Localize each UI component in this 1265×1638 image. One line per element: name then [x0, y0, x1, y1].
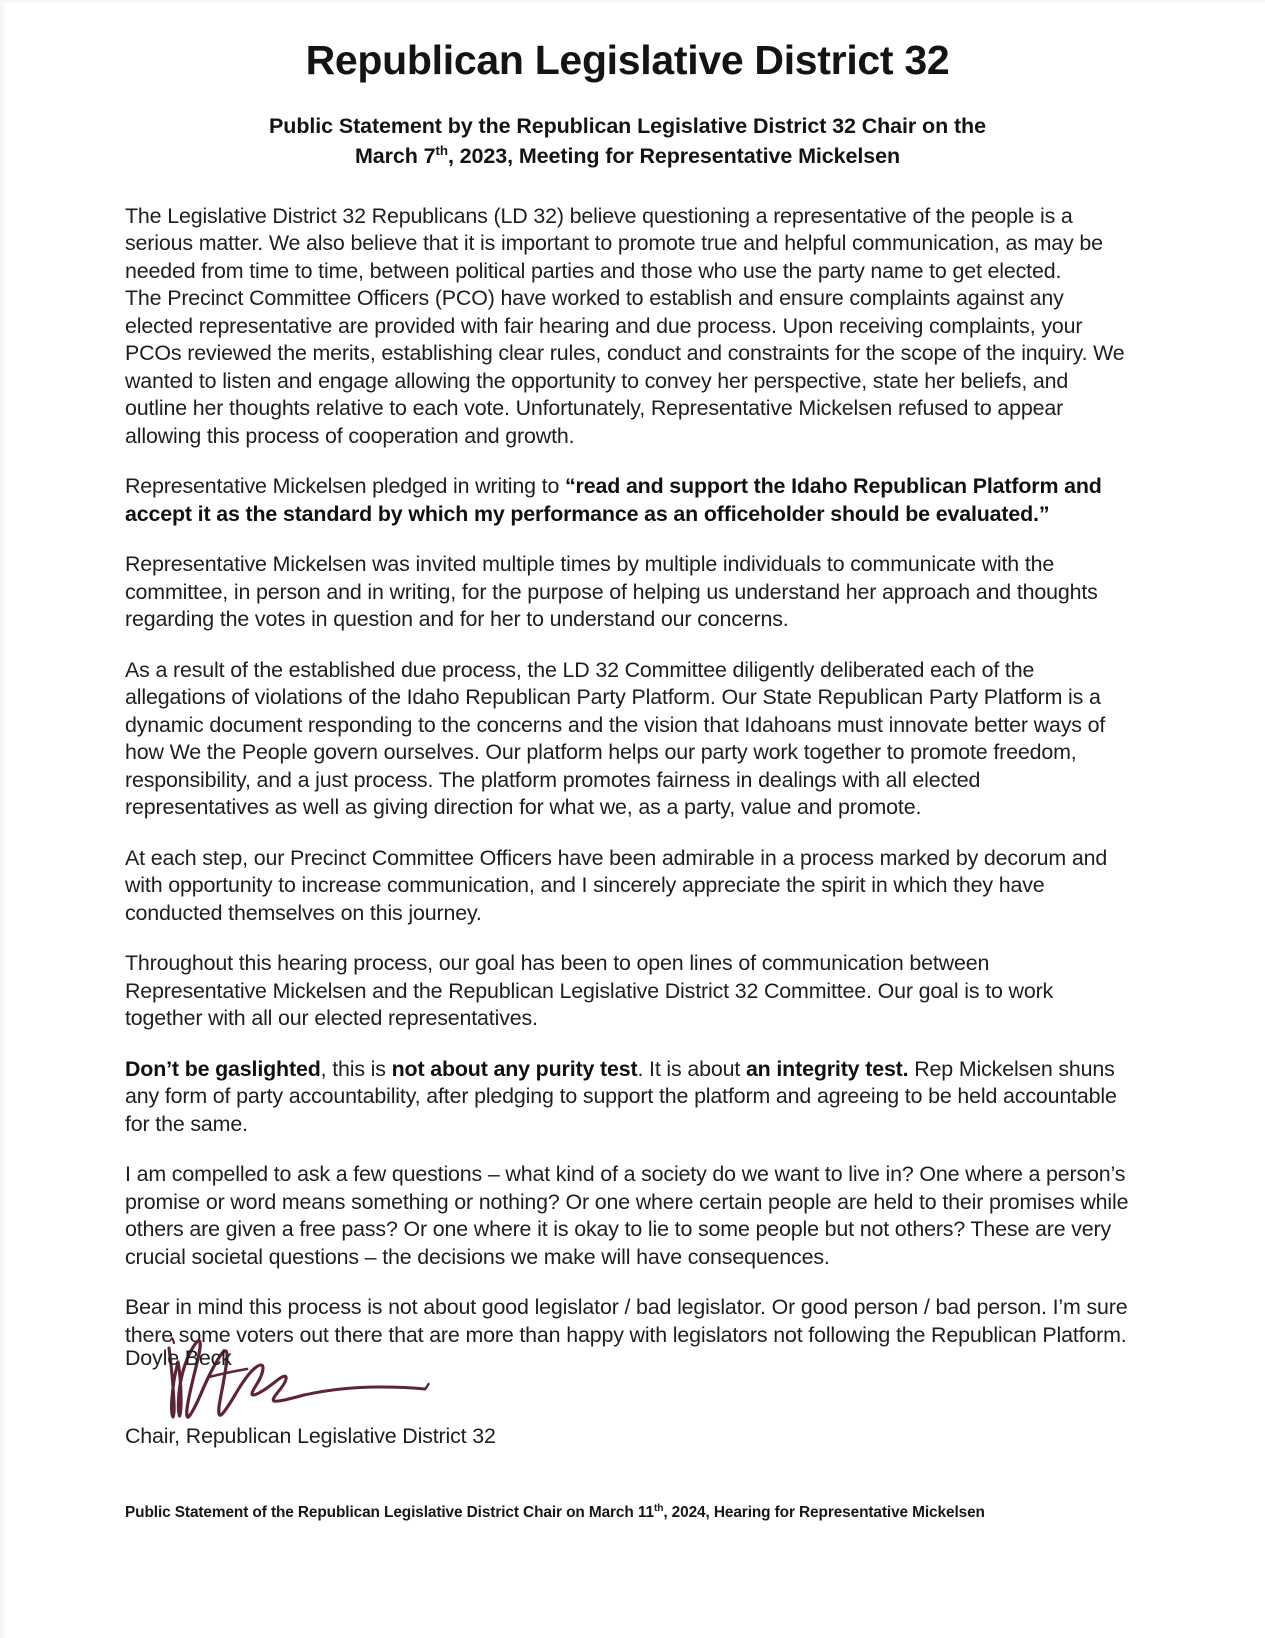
page-title: Republican Legislative District 32 [305, 37, 950, 83]
paragraph-7: Throughout this hearing process, our goal has been to open lines of communication between Representative Mickelsen and the Republican Legislative District 32 Committee. Our goal is to work together with all our elected representatives. [125, 951, 1054, 1031]
gaslighted-mid-1: , this is [320, 1056, 392, 1081]
pledge-lead-in: Representative Mickelsen pledged in writing to [125, 474, 566, 499]
gaslighted-tail: Rep Mickelsen shuns any form of party accountability, after pledging to support the platform and agreeing to be held accountable for the same. [125, 1056, 1117, 1136]
footer-after-date: , 2024, Hearing for Representative Mickelsen [663, 1503, 985, 1521]
purity-test-bold: not about any purity test [391, 1056, 638, 1081]
footer-date-ordinal: th [653, 1502, 664, 1514]
paragraph-2: The Precinct Committee Officers (PCO) have worked to establish and ensure complaints against any elected representative are provided with fair hearing and due process. Upon receiving complaints, your PCOs reviewed the merits, establishing clear rules, conduct and constraints for the scope of the inquiry. We wanted to listen and engage allowing the opportunity to convey her perspective, state her beliefs, and outline her thoughts relative to each vote. Unfortunately, Representative Mickelsen refused to appear allowing this process of cooperation and growth. [125, 286, 1125, 448]
document-subtitle [125, 84, 1130, 171]
subtitle-date-ordinal: th [435, 142, 448, 158]
subtitle-line-2-rest: , 2023, Meeting for Representative Mickelsen [447, 144, 900, 169]
integrity-test-bold: an integrity test. [745, 1056, 909, 1081]
signatory-name: Doyle Beck [125, 1346, 232, 1371]
paragraph-6: At each step, our Precinct Committee Officers have been admirable in a process marked by decorum and with opportunity to increase communication, and I sincerely appreciate the spirit in which they have conducted themselves on this journey. [125, 845, 1108, 925]
paragraph-8-gaslighted [125, 1056, 1130, 1139]
paragraph-3-pledge [125, 473, 1130, 528]
scan-edge-left [0, 0, 6, 1638]
footer-note [125, 1451, 1130, 1523]
signatory-role: Chair, Republican Legislative District 32 [125, 1424, 496, 1449]
footer-before-date: Public Statement of the Republican Legislative District Chair on March 11 [125, 1503, 654, 1521]
signature-block [125, 1345, 1130, 1423]
paragraph-9-questions: I am compelled to ask a few questions – what kind of a society do we want to live in? One where a person’s promise or word means something or nothing? Or one where certain people are held to their promises while others are given a free pass? Or one where it is okay to lie to some people but not others? These are very crucial societal questions – the decisions we make will have consequences. [125, 1162, 1129, 1269]
gaslighted-bold: Don’t be gaslighted [125, 1056, 321, 1081]
document-content [125, 0, 1130, 1523]
paragraph-5: As a result of the established due process, the LD 32 Committee diligently deliberated each of the allegations of violations of the Idaho Republican Party Platform. Our State Republican Party Platform is a dynamic document responding to the concerns and the vision that Idahoans must innovate better ways of how We the People govern ourselves. Our platform helps our party work together to promote freedom, responsibility, and a just process. The platform promotes fairness in dealings with all elected representatives as well as giving direction for what we, as a party, value and promote. [125, 657, 1106, 820]
subtitle-line-1: Public Statement by the Republican Legislative District 32 Chair on the [269, 114, 986, 139]
statement-body [125, 172, 1130, 1523]
paragraph-1: The Legislative District 32 Republicans (LD 32) believe questioning a representative of the people is a serious matter. We also believe that it is important to promote true and helpful communication, as may be needed from time to time, between political parties and those who use the party name to get elected. [125, 203, 1103, 283]
paragraph-4: Representative Mickelsen was invited multiple times by multiple individuals to communicate with the committee, in person and in writing, for the purpose of helping us understand her approach and thoughts regarding the votes in question and for her to understand our concerns. [125, 552, 1098, 632]
paragraph-10-closing: Bear in mind this process is not about good legislator / bad legislator. Or good person / bad person. I’m sure there some voters out there that are more than happy with legislators not following the Republican Platform. [125, 1295, 1128, 1347]
subtitle-date-prefix: March 7 [354, 144, 436, 169]
gaslighted-mid-2: . It is about [637, 1056, 746, 1081]
pledge-quote: “read and support the Idaho Republican Platform and accept it as the standard by which my performance as an officeholder should be evaluated.” [125, 474, 1102, 526]
